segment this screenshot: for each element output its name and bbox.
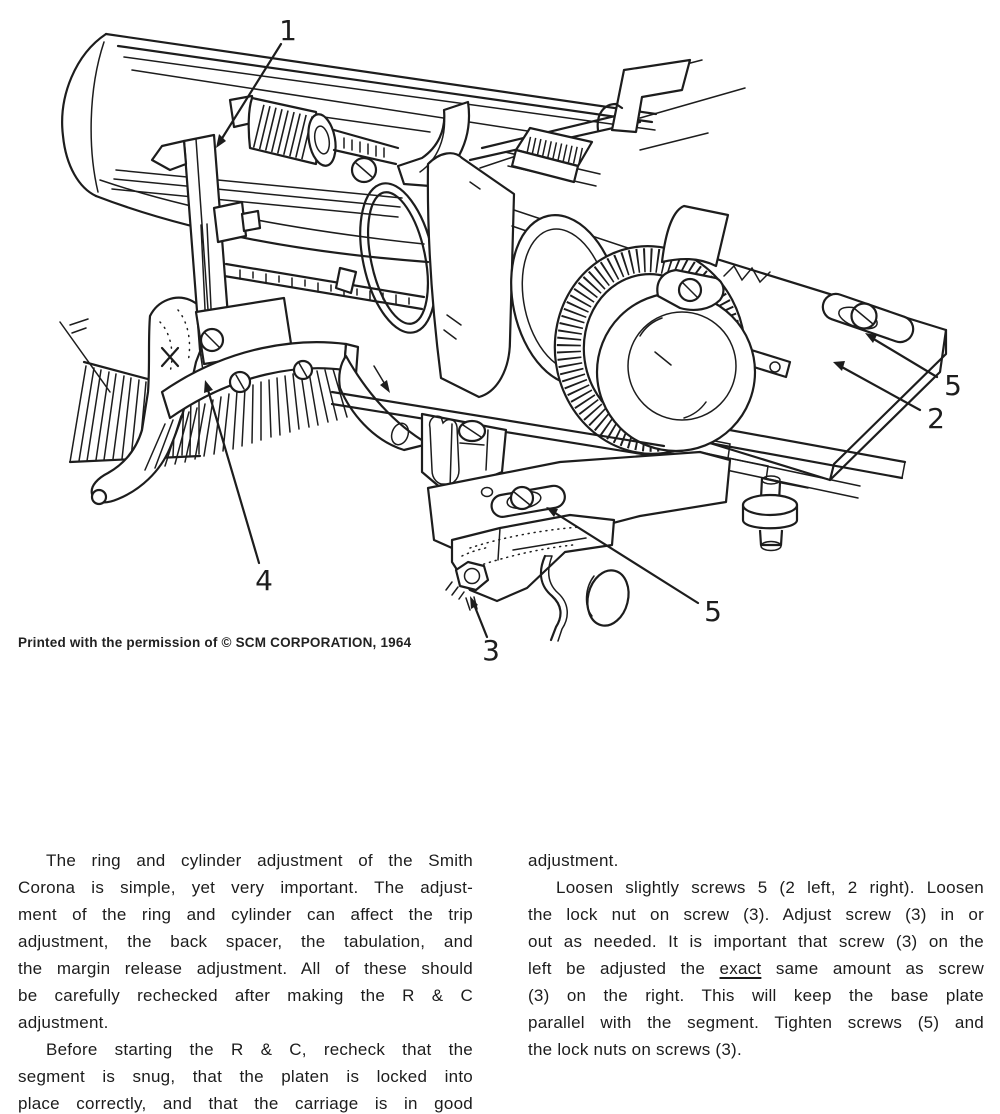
text-line: segment is snug, that the platen is locked into — [18, 1067, 473, 1086]
callout-4 — [204, 380, 273, 597]
callout-3 — [470, 596, 500, 667]
text-line: adjustment, the back spacer, the tabulation, and — [18, 932, 473, 951]
text-line: be carefully rechecked after making the R & C — [18, 986, 473, 1005]
text-line: out as needed. It is important that screw (3) on the — [528, 932, 984, 951]
text-line: the lock nuts on screws (3). — [528, 1040, 742, 1059]
callout-1-label: 1 — [279, 14, 297, 47]
text-line: adjustment. — [528, 851, 619, 870]
callout-5-right-label: 5 — [944, 369, 962, 402]
text-line: left be adjusted the exact same amount as screw — [528, 959, 985, 978]
text-line: Loosen slightly screws 5 (2 left, 2 right). Loosen — [556, 878, 984, 897]
knob-face — [597, 293, 755, 451]
curved-blade — [339, 356, 428, 450]
text-line: the margin release adjustment. All of these should — [18, 959, 473, 978]
callout-2-label: 2 — [927, 402, 945, 435]
drawing-arrow-icon — [374, 366, 390, 393]
oval-hole — [582, 566, 634, 630]
carriage-rails-top — [470, 60, 745, 168]
text-line: ment of the ring and cylinder can affect the trip — [18, 905, 473, 924]
figure-credit: Printed with the permission of © SCM CORPORATION, 1964 — [18, 635, 412, 650]
text-line: (3) on the right. This will keep the base plate — [528, 986, 984, 1005]
text-line: place correctly, and that the carriage is in good — [18, 1094, 473, 1113]
text-line: the lock nut on screw (3). Adjust screw (3) in or — [528, 905, 984, 924]
callout-3-label: 3 — [482, 634, 500, 667]
text-line: The ring and cylinder adjustment of the Smith — [46, 851, 473, 870]
margin-stop-block — [505, 128, 600, 186]
text-line: adjustment. — [18, 1013, 109, 1032]
text-line: Before starting the R & C, recheck that the — [46, 1040, 473, 1059]
text-line: Corona is simple, yet very important. The adjust- — [18, 878, 473, 897]
feed-roller — [230, 96, 398, 182]
lock-screw-3 — [446, 562, 488, 610]
knob-fin-bracket — [662, 206, 728, 266]
callout-4-label: 4 — [255, 564, 273, 597]
mounting-foot — [743, 476, 797, 551]
body-column-left — [18, 847, 473, 1114]
callout-5-left-label: 5 — [704, 595, 722, 628]
text-line: parallel with the segment. Tighten screws (5) and — [528, 1013, 984, 1032]
body-column-right — [528, 847, 984, 1063]
